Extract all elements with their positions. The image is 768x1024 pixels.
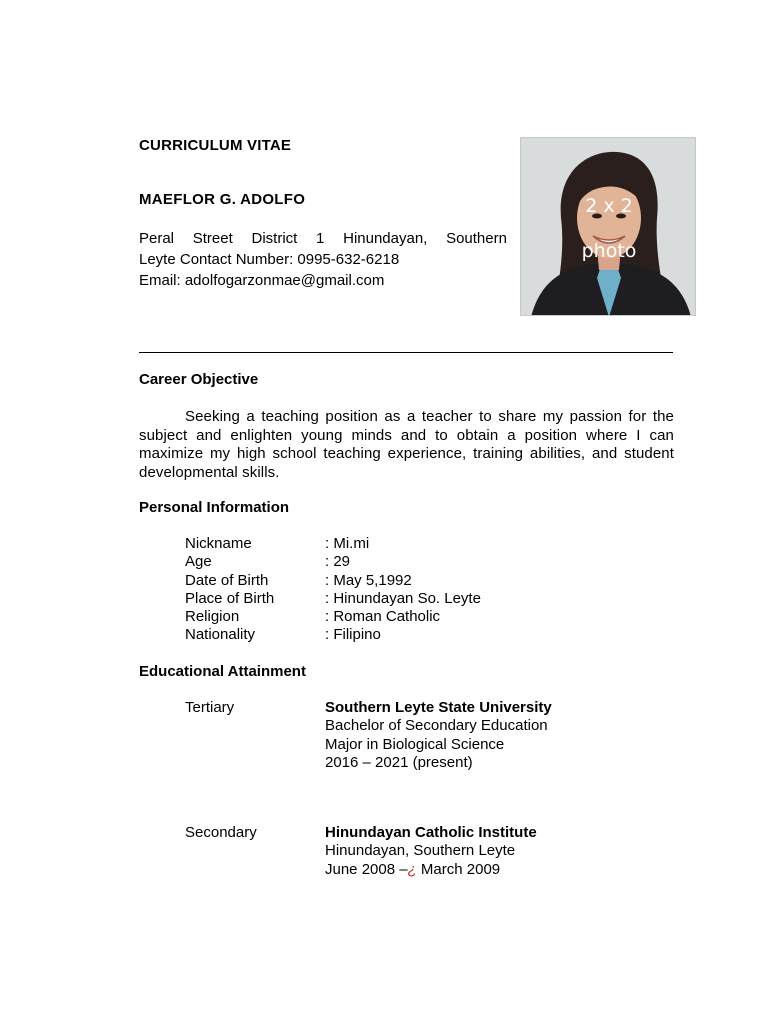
horizontal-divider [139, 352, 673, 353]
profile-photo [520, 137, 696, 316]
info-value: : Roman Catholic [325, 608, 441, 626]
email-line: Email: adolfogarzonmae@gmail.com [139, 272, 385, 289]
info-value: : Hinundayan So. Leyte [325, 589, 481, 607]
applicant-name: MAEFLOR G. ADOLFO [139, 191, 306, 208]
secondary-location: Hinundayan, Southern Leyte [325, 842, 516, 860]
table-row [185, 553, 481, 571]
info-label: Age [185, 553, 212, 571]
info-value: : May 5,1992 [325, 571, 412, 589]
info-label: Nationality [185, 626, 256, 644]
contact-block [139, 228, 507, 291]
table-row [185, 590, 481, 608]
stray-character: ¿ [407, 860, 417, 878]
secondary-label: Secondary [185, 824, 257, 841]
info-value: : Mi.mi [325, 535, 370, 552]
tertiary-years: 2016 – 2021 (present) [325, 753, 473, 771]
career-objective-text [139, 408, 674, 482]
career-objective-heading: Career Objective [139, 371, 259, 388]
address-word: District [251, 230, 298, 247]
tertiary-school: Southern Leyte State University [325, 699, 552, 716]
address-line-2: Leyte Contact Number: 0995-632-6218 [139, 251, 400, 268]
table-row [185, 535, 481, 553]
career-objective-body: Seeking a teaching position as a teacher to share my passion for the subject and enlighten young minds and to obtain a position where I can maximize my high school teaching experience, training abilities, and student developmental skills. [139, 408, 674, 481]
address-line-1 [139, 228, 507, 249]
info-label: Nickname [185, 535, 252, 552]
document-title: CURRICULUM VITAE [139, 137, 292, 154]
tertiary-details [325, 699, 552, 772]
personal-information-heading: Personal Information [139, 499, 290, 516]
photo-placeholder-text-1: 2 x 2 [585, 195, 633, 217]
table-row [185, 626, 481, 644]
address-word: Hinundayan, [343, 230, 428, 247]
address-word: 1 [316, 230, 325, 247]
educational-attainment-heading: Educational Attainment [139, 663, 306, 680]
secondary-years-start: June 2008 – [325, 860, 408, 878]
tertiary-major: Major in Biological Science [325, 735, 505, 753]
info-value: : 29 [325, 553, 351, 571]
info-label: Religion [185, 608, 240, 626]
table-row [185, 572, 481, 590]
photo-placeholder-text-2: photo [581, 240, 637, 262]
secondary-school: Hinundayan Catholic Institute [325, 824, 537, 841]
info-label: Place of Birth [185, 589, 275, 607]
address-word: Peral [139, 230, 175, 247]
secondary-years-end: March 2009 [416, 860, 501, 878]
address-word: Street [192, 230, 233, 247]
secondary-years [325, 861, 537, 879]
tertiary-degree: Bachelor of Secondary Education [325, 717, 548, 735]
tertiary-label: Tertiary [185, 699, 235, 716]
info-value: : Filipino [325, 626, 381, 644]
table-row [185, 608, 481, 626]
address-word: Southern [446, 230, 507, 247]
personal-information-table [185, 535, 481, 645]
secondary-details [325, 824, 537, 879]
info-label: Date of Birth [185, 571, 269, 589]
